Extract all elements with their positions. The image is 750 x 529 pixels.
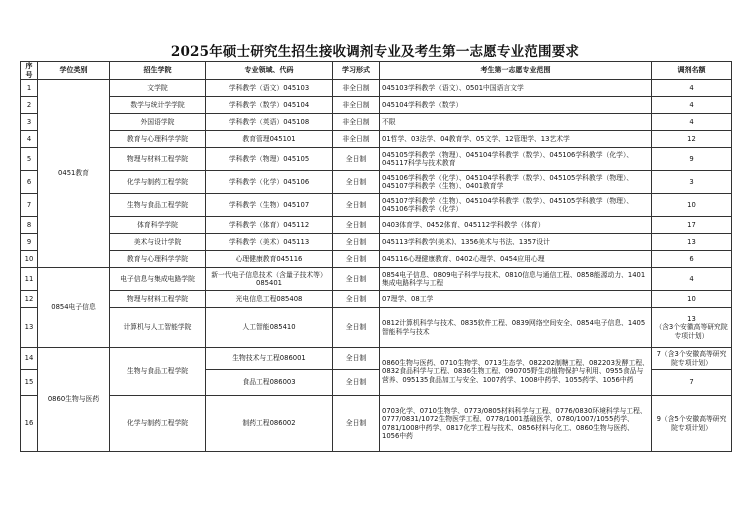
- cell-mode: 全日制: [333, 217, 380, 234]
- cell-field: 学科教学（英语）045108: [206, 114, 333, 131]
- cell-mode: 非全日制: [333, 97, 380, 114]
- cell-quota: 12: [652, 131, 732, 148]
- cell-quota: 13 （含3个安徽高等研究院专项计划）: [652, 308, 732, 348]
- cell-mode: 全日制: [333, 291, 380, 308]
- cell-quota: 13: [652, 234, 732, 251]
- cell-field: 生物技术与工程086001: [206, 348, 333, 370]
- cell-seq: 16: [21, 396, 38, 452]
- cell-quota: 9: [652, 148, 732, 171]
- cell-seq: 9: [21, 234, 38, 251]
- table-row: [21, 234, 732, 251]
- table-row: [21, 194, 732, 217]
- cell-mode: 全日制: [333, 148, 380, 171]
- cell-scope: 0860生物与医药、0710生物学、0713生态学、082202制糖工程、082203发酵工程、0832食品科学与工程、0836生物工程、090705野生动植物保护与利用、0955食品与营养、095135食品加工与安全、1007药学、1008中药学、1055药学、1056中药: [380, 348, 652, 396]
- cell-scope: 045113学科教学(美术)、1356美术与书法、1357设计: [380, 234, 652, 251]
- cell-category: 0451教育: [38, 80, 110, 268]
- cell-college: 外国语学院: [110, 114, 206, 131]
- cell-scope: 0854电子信息、0809电子科学与技术、0810信息与通信工程、0858能源动力、1401集成电路科学与工程: [380, 268, 652, 291]
- cell-mode: 全日制: [333, 308, 380, 348]
- cell-mode: 全日制: [333, 251, 380, 268]
- cell-mode: 全日制: [333, 234, 380, 251]
- cell-college: 物理与材料工程学院: [110, 291, 206, 308]
- table-row: [21, 251, 732, 268]
- cell-field: 光电信息工程085408: [206, 291, 333, 308]
- cell-field: 学科教学（化学）045106: [206, 171, 333, 194]
- cell-field: 教育管理045101: [206, 131, 333, 148]
- cell-seq: 11: [21, 268, 38, 291]
- table-row: [21, 171, 732, 194]
- header-scope: 考生第一志愿专业范围: [380, 62, 652, 80]
- cell-quota: 4: [652, 80, 732, 97]
- cell-college: 美术与设计学院: [110, 234, 206, 251]
- cell-scope: 不限: [380, 114, 652, 131]
- cell-field: 人工智能085410: [206, 308, 333, 348]
- cell-quota: 10: [652, 291, 732, 308]
- cell-college: 教育与心理科学学院: [110, 131, 206, 148]
- table-row: [21, 217, 732, 234]
- header-row: [21, 62, 732, 80]
- cell-college: 教育与心理科学学院: [110, 251, 206, 268]
- cell-college: 化学与制药工程学院: [110, 396, 206, 452]
- table-row: [21, 268, 732, 291]
- table-row: [21, 348, 732, 370]
- cell-scope: 045107学科教学（生物）、045104学科教学（数学）、045105学科教学（物理）、045106学科教学（化学）: [380, 194, 652, 217]
- table-row: [21, 131, 732, 148]
- cell-seq: 8: [21, 217, 38, 234]
- cell-college: 体育科学学院: [110, 217, 206, 234]
- table-row: [21, 148, 732, 171]
- admission-table: [20, 61, 732, 452]
- cell-seq: 7: [21, 194, 38, 217]
- cell-seq: 13: [21, 308, 38, 348]
- cell-scope: 045105学科教学（物理）、045104学科教学（数学）、045106学科教学（化学）、045117科学与技术教育: [380, 148, 652, 171]
- cell-field: 食品工程086003: [206, 370, 333, 396]
- cell-category: 0860生物与医药: [38, 348, 110, 452]
- cell-scope: 045116心理健康教育、0402心理学、0454应用心理: [380, 251, 652, 268]
- header-mode: 学习形式: [333, 62, 380, 80]
- header-college: 招生学院: [110, 62, 206, 80]
- cell-field: 学科教学（物理）045105: [206, 148, 333, 171]
- cell-field: 学科教学（美术）045113: [206, 234, 333, 251]
- cell-scope: 01哲学、03法学、04教育学、05文学、12管理学、13艺术学: [380, 131, 652, 148]
- table-row: [21, 114, 732, 131]
- cell-quota: 4: [652, 268, 732, 291]
- cell-mode: 全日制: [333, 396, 380, 452]
- table-row: [21, 291, 732, 308]
- cell-quota: 9（含5个安徽高等研究院专项计划）: [652, 396, 732, 452]
- cell-scope: 07理学、08工学: [380, 291, 652, 308]
- cell-field: 心理健康教育045116: [206, 251, 333, 268]
- cell-quota: 4: [652, 114, 732, 131]
- cell-college: 计算机与人工智能学院: [110, 308, 206, 348]
- cell-field: 新一代电子信息技术（含量子技术等）085401: [206, 268, 333, 291]
- cell-college: 数学与统计学学院: [110, 97, 206, 114]
- cell-college: 化学与制药工程学院: [110, 171, 206, 194]
- cell-seq: 3: [21, 114, 38, 131]
- cell-scope: 045103学科教学（语文）、0501中国语言文学: [380, 80, 652, 97]
- cell-mode: 全日制: [333, 171, 380, 194]
- cell-field: 学科教学（体育）045112: [206, 217, 333, 234]
- cell-quota: 17: [652, 217, 732, 234]
- cell-seq: 12: [21, 291, 38, 308]
- cell-field: 学科教学（生物）045107: [206, 194, 333, 217]
- cell-quota: 3: [652, 171, 732, 194]
- cell-scope: 045104学科教学（数学）: [380, 97, 652, 114]
- cell-category: 0854电子信息: [38, 268, 110, 348]
- cell-mode: 非全日制: [333, 131, 380, 148]
- cell-seq: 15: [21, 370, 38, 396]
- header-field: 专业领域、代码: [206, 62, 333, 80]
- document-title: 2025年硕士研究生招生接收调剂专业及考生第一志愿专业范围要求: [170, 44, 580, 60]
- cell-mode: 全日制: [333, 370, 380, 396]
- cell-seq: 1: [21, 80, 38, 97]
- cell-seq: 2: [21, 97, 38, 114]
- cell-scope: 045106学科教学（化学）、045104学科教学（数学）、045105学科教学（物理）、045107学科教学（生物）、0401教育学: [380, 171, 652, 194]
- cell-field: 制药工程086002: [206, 396, 333, 452]
- cell-quota: 7（含3个安徽高等研究院专项计划）: [652, 348, 732, 370]
- cell-mode: 全日制: [333, 268, 380, 291]
- table-row: [21, 308, 732, 348]
- cell-quota: 4: [652, 97, 732, 114]
- cell-scope: 0812计算机科学与技术、0835软件工程、0839网络空间安全、0854电子信息、1405智能科学与技术: [380, 308, 652, 348]
- table-row: [21, 97, 732, 114]
- cell-mode: 非全日制: [333, 80, 380, 97]
- cell-quota: 10: [652, 194, 732, 217]
- cell-field: 学科教学（数学）045104: [206, 97, 333, 114]
- cell-college: 生物与食品工程学院: [110, 348, 206, 396]
- cell-seq: 6: [21, 171, 38, 194]
- cell-quota: 6: [652, 251, 732, 268]
- cell-seq: 10: [21, 251, 38, 268]
- cell-mode: 全日制: [333, 194, 380, 217]
- cell-seq: 4: [21, 131, 38, 148]
- cell-seq: 5: [21, 148, 38, 171]
- cell-mode: 全日制: [333, 348, 380, 370]
- cell-college: 文学院: [110, 80, 206, 97]
- cell-quota: 7: [652, 370, 732, 396]
- table-row: [21, 80, 732, 97]
- cell-mode: 非全日制: [333, 114, 380, 131]
- cell-college: 电子信息与集成电路学院: [110, 268, 206, 291]
- cell-seq: 14: [21, 348, 38, 370]
- cell-college: 生物与食品工程学院: [110, 194, 206, 217]
- table-row: [21, 396, 732, 452]
- header-seq: 序号: [21, 62, 38, 80]
- header-category: 学位类别: [38, 62, 110, 80]
- cell-college: 物理与材料工程学院: [110, 148, 206, 171]
- header-quota: 调剂名额: [652, 62, 732, 80]
- cell-field: 学科教学（语文）045103: [206, 80, 333, 97]
- cell-scope: 0403体育学、0452体育、045112学科教学（体育）: [380, 217, 652, 234]
- cell-scope: 0703化学、0710生物学、0773/0805材料科学与工程、0776/0830环境科学与工程、0777/0831/1072生物医学工程、0778/1001基础医学、0780/1007/1055药学、0781/1008中药学、0817化学工程与技术、0856材料与化工、0860生物与医药、1056中药: [380, 396, 652, 452]
